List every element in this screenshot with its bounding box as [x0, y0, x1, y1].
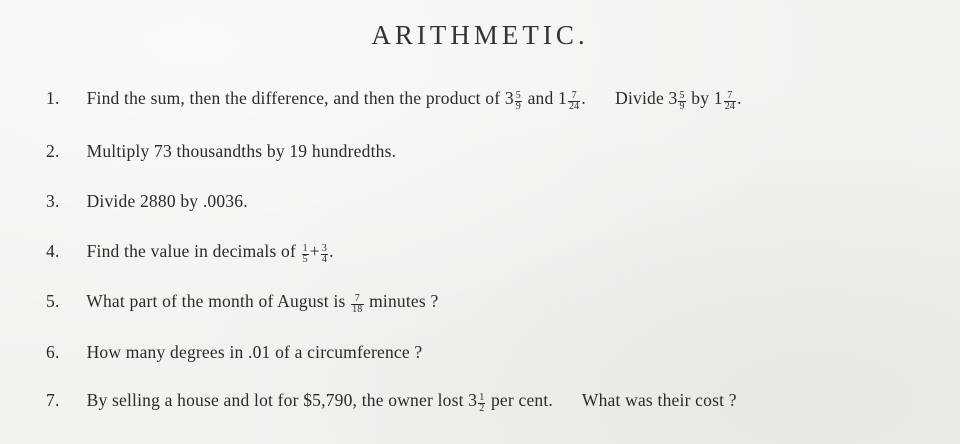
fraction: $\frac{3}{4}$ — [321, 243, 328, 265]
question-number: 2. — [46, 141, 60, 161]
mixed-number-whole: 1 — [713, 88, 723, 108]
question-number: 5. — [46, 291, 60, 311]
question-4 — [46, 240, 334, 265]
sentence-end: . — [737, 88, 742, 108]
mixed-number-whole: 3 — [468, 390, 478, 410]
question-number: 3. — [46, 191, 60, 211]
fraction: $\frac{7}{24}$ — [568, 90, 580, 112]
mixed-number-whole: 3 — [504, 88, 514, 108]
fraction: $\frac{5}{9}$ — [679, 90, 685, 112]
sentence-end: . — [329, 241, 334, 261]
question-text-end: per cent. — [490, 390, 554, 410]
fraction: $\frac{7}{18}$ — [352, 293, 363, 315]
question-text: Multiply 73 thousandths by 19 hundredths. — [86, 141, 397, 161]
question-text: By selling a house and lot for $5,790, the owner lost — [86, 390, 464, 410]
fraction: $\frac{1}{2}$ — [479, 392, 485, 414]
sentence-end: . — [581, 88, 586, 108]
page-title: ARITHMETIC. — [371, 20, 589, 50]
divide-text: Divide — [615, 88, 664, 108]
question-6 — [46, 341, 422, 363]
question-text: How many degrees in .01 of a circumference ? — [86, 342, 423, 362]
question-text: What part of the month of August is — [86, 291, 346, 311]
plus-sign: + — [309, 241, 320, 261]
question-number: 7. — [46, 390, 60, 410]
question-3 — [46, 190, 248, 212]
question-2 — [46, 140, 396, 162]
by-text: by — [691, 88, 710, 108]
question-7 — [46, 389, 737, 414]
question-text: Divide 2880 by .0036. — [86, 191, 248, 211]
question-text-followup: What was their cost ? — [581, 390, 737, 410]
fraction: $\frac{5}{9}$ — [515, 90, 521, 112]
question-text: Find the value in decimals of — [86, 241, 297, 261]
question-5 — [46, 290, 438, 315]
question-number: 4. — [46, 241, 60, 261]
question-text: Find the sum, then the difference, and then the product of — [86, 88, 501, 108]
fraction: $\frac{1}{5}$ — [302, 243, 308, 265]
question-1 — [46, 87, 742, 112]
question-number: 6. — [46, 342, 60, 362]
fraction: $\frac{7}{24}$ — [724, 90, 736, 112]
mixed-number-whole: 1 — [558, 88, 567, 108]
question-text-end: minutes ? — [369, 291, 439, 311]
and-text: and — [527, 88, 554, 108]
question-number: 1. — [46, 88, 60, 108]
mixed-number-whole: 3 — [668, 88, 678, 108]
